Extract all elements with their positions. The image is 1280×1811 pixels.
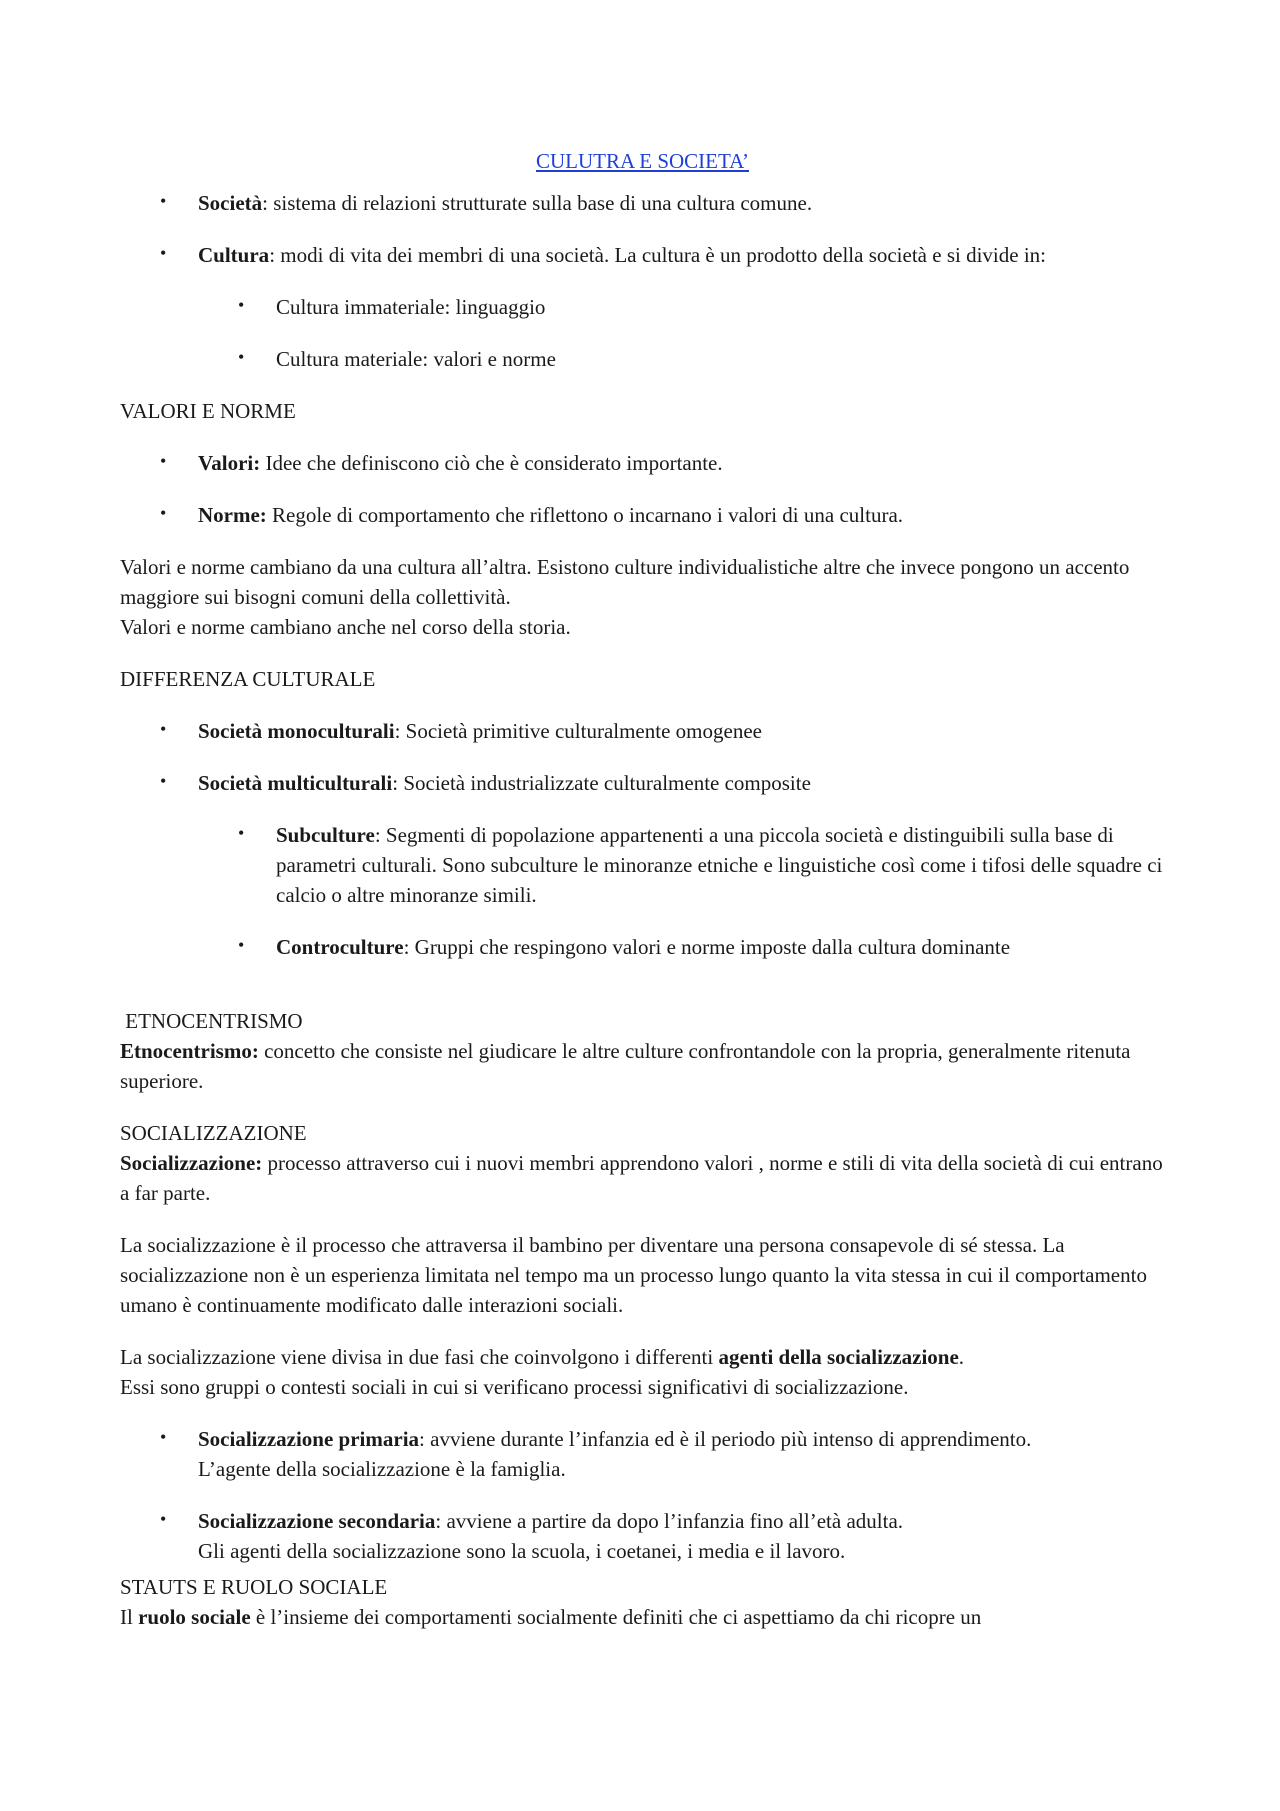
definition-line2: Gli agenti della socializzazione sono la scuola, i coetanei, i media e il lavoro. [198, 1539, 846, 1563]
list-item-primaria [120, 1424, 1165, 1484]
term: ruolo sociale [138, 1605, 251, 1629]
valori-paragraph-2: Valori e norme cambiano anche nel corso della storia. [120, 615, 571, 639]
list-item: • Cultura materiale: valori e norme [120, 344, 1165, 374]
definition: : modi di vita dei membri di una società. La cultura è un prodotto della società e si divide in: [269, 243, 1046, 267]
definition: : Segmenti di popolazione appartenenti a una piccola società e distinguibili sulla base di parametri culturali. Sono subculture le minoranze etniche e linguistiche così come i tifosi delle squadre ci calcio o altre minoranze simili. [276, 823, 1163, 907]
section-heading-status: STAUTS E RUOLO SOCIALE [120, 1575, 388, 1599]
list-item-valori [120, 448, 1165, 478]
term: Norme: [198, 503, 267, 527]
term: Società monoculturali [198, 719, 395, 743]
socializzazione-paragraph-2: La socializzazione viene divisa in due fasi che coinvolgono i differenti agenti della socializzazione. [120, 1345, 965, 1369]
definition: : sistema di relazioni strutturate sulla base di una cultura comune. [262, 191, 813, 215]
definition: : avviene durante l’infanzia ed è il periodo più intenso di apprendimento. [419, 1427, 1032, 1451]
section-heading-socializzazione: SOCIALIZZAZIONE [120, 1121, 307, 1145]
valori-list [120, 448, 1165, 530]
list-item-cultura [120, 240, 1165, 270]
definition: Regole di comportamento che riflettono o incarnano i valori di una cultura. [266, 503, 904, 527]
term: Socializzazione secondaria [198, 1509, 436, 1533]
list-item-societa [120, 188, 1165, 218]
term: Valori: [198, 451, 261, 475]
differenza-sublist [120, 820, 1165, 962]
socializzazione-paragraph: La socializzazione è il processo che attraversa il bambino per diventare una persona consapevole di sé stessa. La socializzazione non è un esperienza limitata nel tempo ma un processo lungo quanto la vita stessa in cui il comportamento umano è continuamente modificato dalle interazioni sociali. [120, 1233, 1147, 1317]
section-heading-valori: VALORI E NORME [120, 399, 296, 423]
term: Controculture [276, 935, 404, 959]
valori-paragraph: Valori e norme cambiano da una cultura all’altra. Esistono culture individualistiche altre che invece pongono un accento maggiore sui bisogni comuni della collettività. [120, 555, 1130, 609]
etnocentrismo-paragraph [120, 1036, 1165, 1096]
definition: : Società industrializzate culturalmente composite [392, 771, 811, 795]
list-item-multiculturali [120, 768, 1165, 798]
agenti-term: agenti della socializzazione [718, 1345, 959, 1369]
definition: : avviene a partire da dopo l’infanzia fino all’età adulta. [435, 1509, 904, 1533]
list-item-monoculturali [120, 716, 1165, 746]
title-link[interactable]: CULUTRA E SOCIETA’ [536, 149, 749, 173]
list-item: • Cultura immateriale: linguaggio [120, 292, 1165, 322]
list-item-controculture [120, 932, 1165, 962]
differenza-list [120, 716, 1165, 798]
list-item-secondaria [120, 1506, 1165, 1566]
term: Socializzazione primaria [198, 1427, 420, 1451]
socializzazione-list [120, 1424, 1165, 1566]
definition: : Gruppi che respingono valori e norme imposte dalla cultura dominante [403, 935, 1011, 959]
definition: processo attraverso cui i nuovi membri apprendono valori , norme e stili di vita della società di cui entrano a far parte. [120, 1151, 1163, 1205]
cultura-types-list [120, 292, 1165, 374]
definition-line2: L’agente della socializzazione è la famiglia. [198, 1457, 566, 1481]
section-heading-differenza: DIFFERENZA CULTURALE [120, 667, 376, 691]
socializzazione-definition [120, 1148, 1165, 1208]
definition: Idee che definiscono ciò che è considerato importante. [260, 451, 723, 475]
term: Etnocentrismo: [120, 1039, 259, 1063]
term: Società [198, 191, 263, 215]
term: Subculture [276, 823, 375, 847]
term: Socializzazione: [120, 1151, 263, 1175]
term: Cultura [198, 243, 270, 267]
term: Società multiculturali [198, 771, 393, 795]
definition: concetto che consiste nel giudicare le altre culture confrontandole con la propria, generalmente ritenuta superiore. [120, 1039, 1131, 1093]
socializzazione-paragraph-3: Essi sono gruppi o contesti sociali in cui si verificano processi significativi di socializzazione. [120, 1375, 909, 1399]
definition: : Società primitive culturalmente omogenee [394, 719, 762, 743]
list-item-norme [120, 500, 1165, 530]
intro-list [120, 188, 1165, 270]
document-title [120, 146, 1165, 176]
list-item-subculture [120, 820, 1165, 910]
document-content [120, 146, 1165, 1632]
section-heading-etnocentrismo: ETNOCENTRISMO [120, 1009, 303, 1033]
status-paragraph: Il ruolo sociale è l’insieme dei comportamenti socialmente definiti che ci aspettiamo da chi ricopre un [120, 1605, 982, 1629]
